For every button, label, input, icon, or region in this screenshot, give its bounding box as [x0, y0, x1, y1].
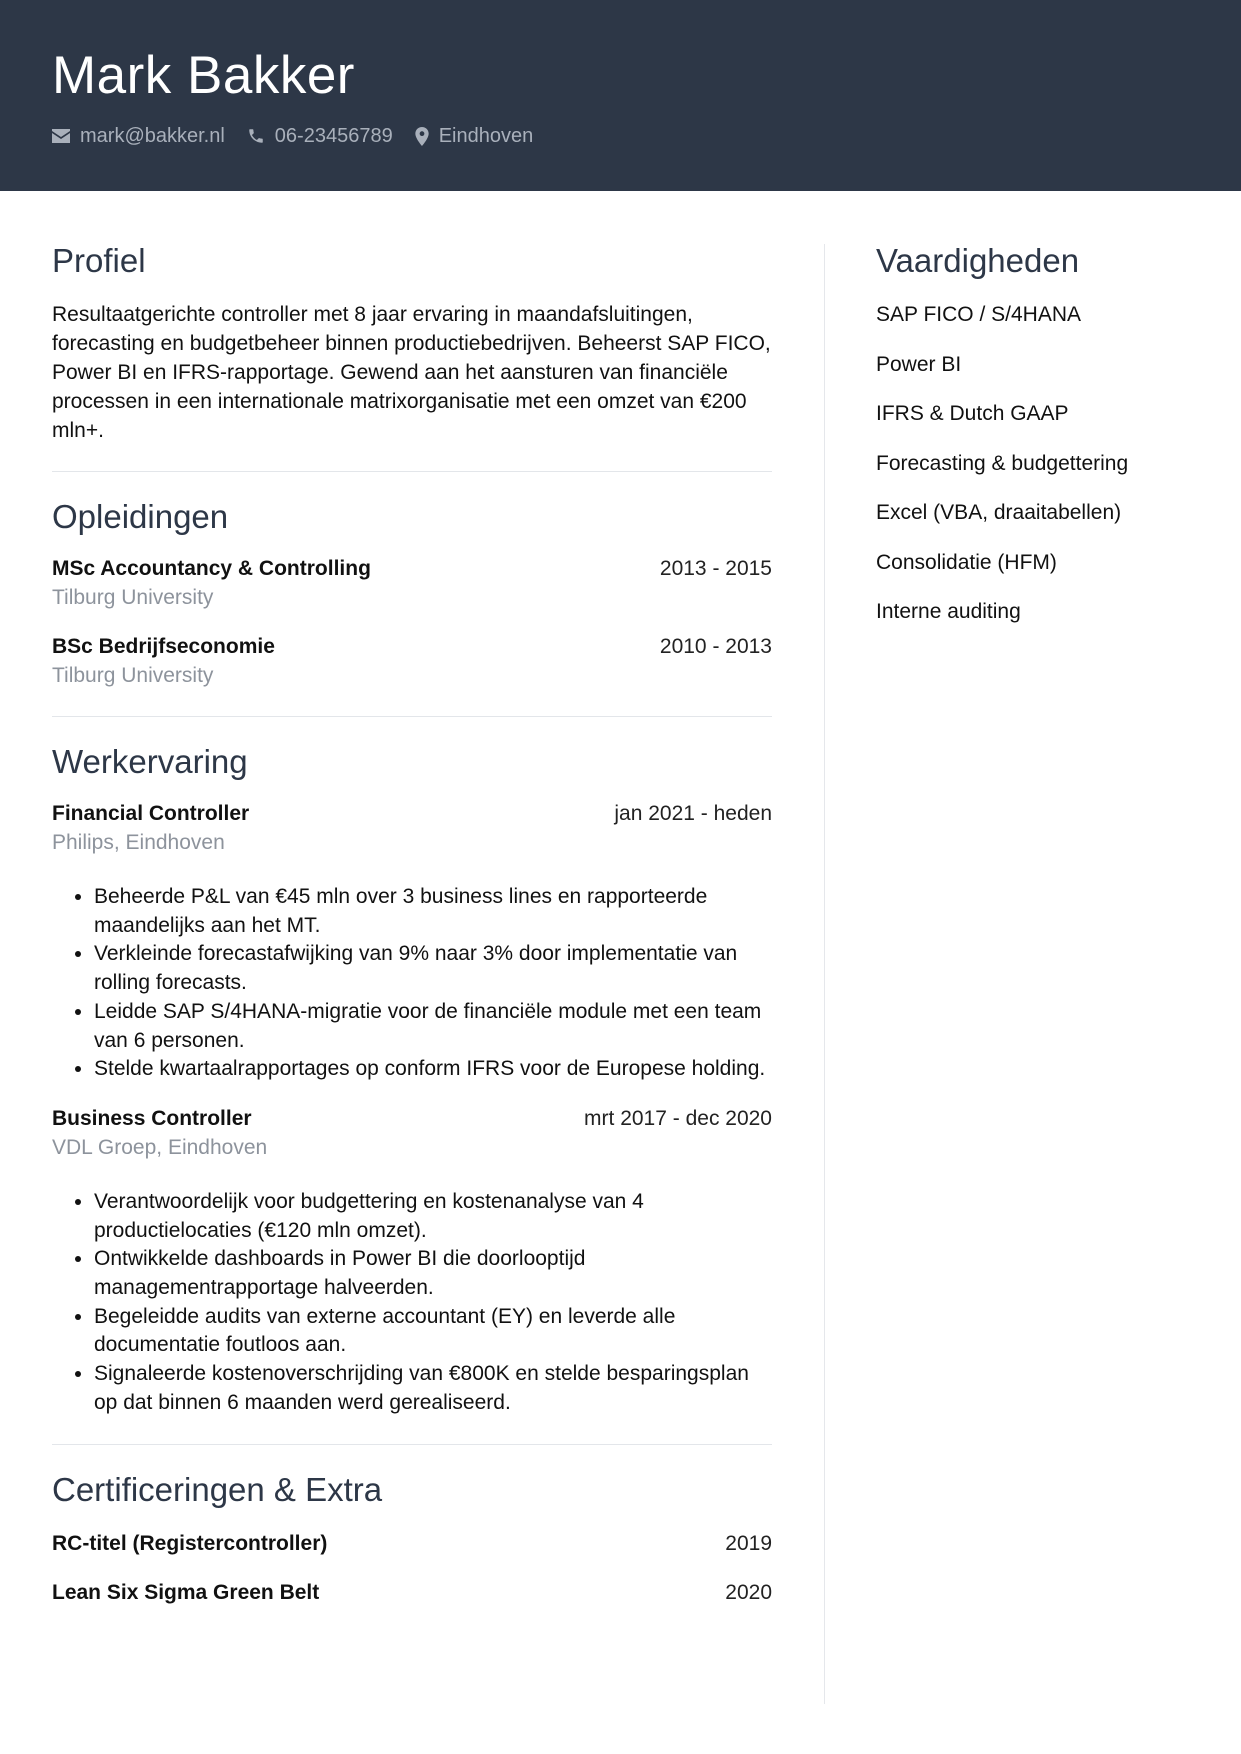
- skill-item: Power BI: [876, 352, 962, 376]
- section-title-profile: Profiel: [52, 242, 146, 279]
- list-item: • Leidde SAP S/4HANA-migratie voor de financiële module met een team van 6 personen.: [94, 998, 772, 1055]
- job-role: Financial Controller: [52, 802, 250, 825]
- education-degree: MSc Accountancy & Controlling: [52, 557, 371, 580]
- certification-name: RC-titel (Registercontroller): [52, 1531, 328, 1555]
- location-text: Eindhoven: [438, 124, 534, 147]
- profile-section: [52, 240, 772, 445]
- job-company: VDL Groep, Eindhoven: [52, 1135, 268, 1159]
- list-item: • Ontwikkelde dashboards in Power BI die doorlooptijd managementrapportage halveerden.: [94, 1245, 772, 1302]
- list-item: • Verantwoordelijk voor budgettering en kostenanalyse van 4 productielocaties (€120 mln omzet).: [94, 1188, 772, 1245]
- skill-item: Forecasting & budgettering: [876, 451, 1129, 475]
- job-period: jan 2021 - heden: [614, 802, 772, 825]
- phone-text: 06-23456789: [274, 124, 393, 147]
- list-item: • Beheerde P&L van €45 mln over 3 business lines en rapporteerde maandelijks aan het MT.: [94, 883, 772, 940]
- contact-location: [415, 125, 534, 148]
- certifications-section: [52, 1469, 772, 1607]
- experience-section: [52, 741, 772, 1418]
- profile-summary: Resultaatgerichte controller met 8 jaar ervaring in maandafsluitingen, forecasting en budgetbeheer binnen productiebedrijven. Beheerst SAP FICO, Power BI en IFRS-rapportage. Gewend aan het aansturen van financiële processen in een internationale matrixorganisatie met een omzet van €200 mln+.: [52, 303, 771, 442]
- certification-entry: [52, 1529, 772, 1558]
- job-role: Business Controller: [52, 1106, 252, 1130]
- education-period: 2013 - 2015: [659, 557, 772, 580]
- phone-icon: [247, 127, 265, 145]
- education-section: [52, 496, 772, 690]
- list-item: • Stelde kwartaalrapportages op conform IFRS voor de Europese holding.: [94, 1055, 772, 1084]
- email-text: mark@bakker.nl: [80, 124, 225, 147]
- contact-info: [52, 122, 555, 150]
- list-item: • Signaleerde kostenoverschrijding van €800K en stelde besparingsplan op dat binnen 6 maanden werd gerealiseerd.: [94, 1360, 772, 1417]
- skill-item: IFRS & Dutch GAAP: [876, 402, 1069, 425]
- list-item: • Begeleidde audits van externe accountant (EY) en leverde alle documentatie foutloos aan.: [94, 1303, 772, 1360]
- section-title-skills: Vaardigheden: [876, 242, 1080, 279]
- experience-entry: [52, 799, 772, 1084]
- column-divider: [824, 244, 825, 1704]
- certification-name: Lean Six Sigma Green Belt: [52, 1580, 320, 1604]
- section-title-experience: Werkervaring: [52, 743, 248, 780]
- education-period: 2010 - 2013: [659, 635, 772, 658]
- certification-year: 2020: [725, 1580, 772, 1604]
- education-entry: [52, 632, 772, 690]
- skill-item: SAP FICO / S/4HANA: [876, 303, 1082, 326]
- education-school: Tilburg University: [52, 586, 214, 609]
- job-achievements: [52, 883, 772, 1084]
- main-column: [52, 240, 772, 1607]
- skills-list: [876, 300, 1196, 626]
- job-achievements: [52, 1188, 772, 1418]
- list-item: • Verkleinde forecastafwijking van 9% naar 3% door implementatie van rolling forecasts.: [94, 940, 772, 997]
- header-banner: [0, 0, 1241, 191]
- section-divider: [52, 1444, 772, 1445]
- candidate-name: Mark Bakker: [52, 46, 355, 105]
- certification-entry: [52, 1578, 772, 1607]
- contact-phone[interactable]: [247, 125, 393, 148]
- job-company: Philips, Eindhoven: [52, 831, 225, 854]
- section-divider: [52, 471, 772, 472]
- experience-entry: [52, 1104, 772, 1418]
- section-divider: [52, 716, 772, 717]
- map-pin-icon: [415, 127, 429, 146]
- job-period: mrt 2017 - dec 2020: [584, 1106, 772, 1130]
- contact-email[interactable]: [52, 125, 225, 148]
- certification-year: 2019: [725, 1531, 772, 1555]
- skill-item: Excel (VBA, draaitabellen): [876, 501, 1122, 524]
- skill-item: Interne auditing: [876, 600, 1021, 623]
- section-title-certifications: Certificeringen & Extra: [52, 1470, 383, 1508]
- sidebar-column: [876, 240, 1196, 647]
- education-degree: BSc Bedrijfseconomie: [52, 635, 275, 658]
- education-school: Tilburg University: [52, 664, 214, 687]
- education-entry: [52, 554, 772, 612]
- skill-item: Consolidatie (HFM): [876, 550, 1057, 574]
- section-title-education: Opleidingen: [52, 498, 229, 535]
- envelope-icon: [52, 129, 70, 143]
